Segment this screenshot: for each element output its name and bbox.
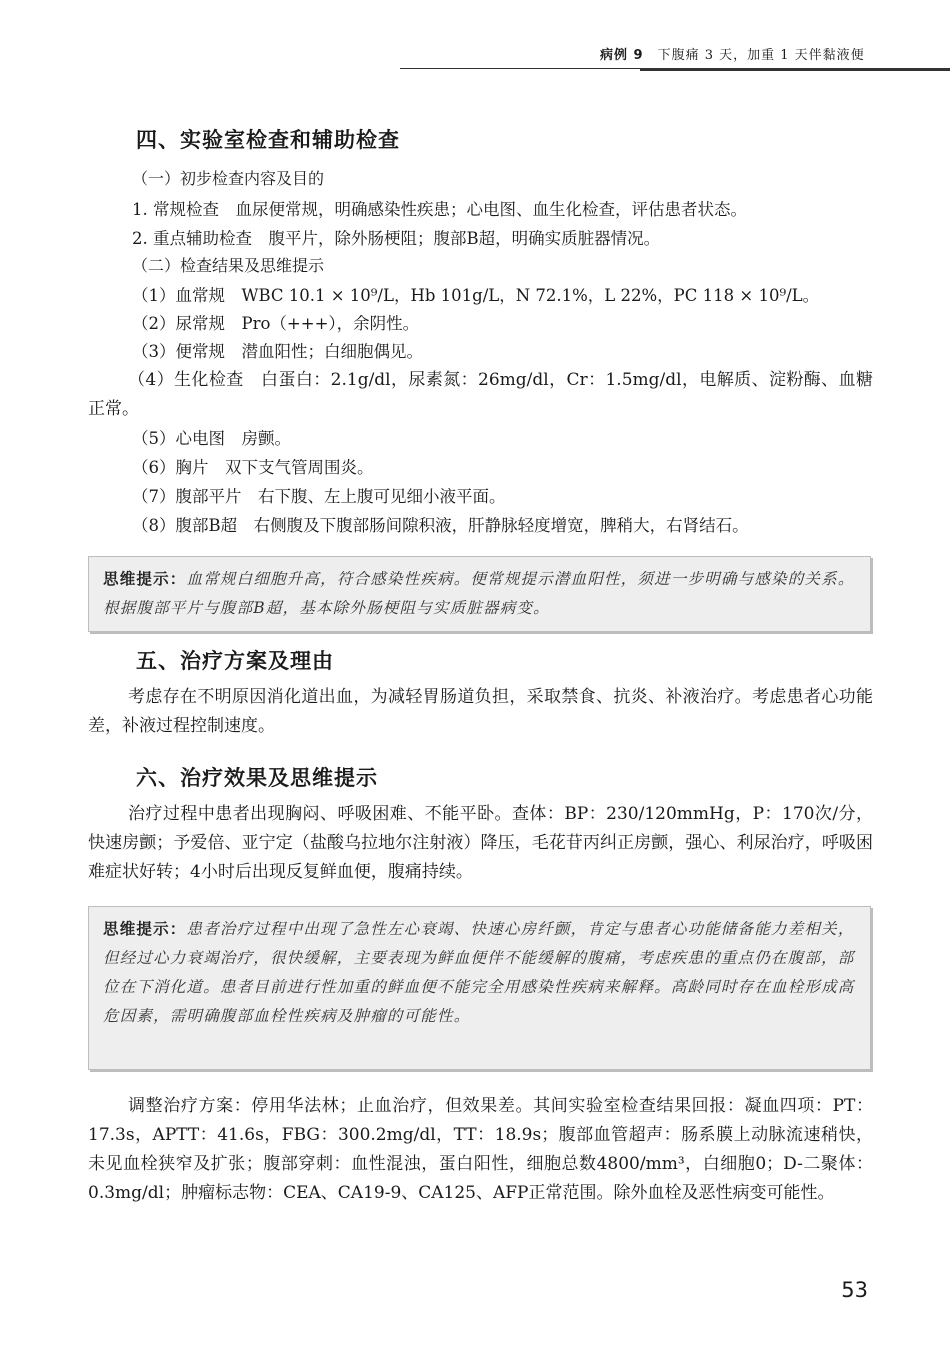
section4-line1: 1. 常规检查 血尿便常规，明确感染性疾患；心电图、血生化检查，评估患者状态。 — [132, 200, 747, 219]
result-2: （2）尿常规 Pro（+++），余阴性。 — [132, 314, 420, 333]
section4-sub2: （二）检查结果及思维提示 — [132, 256, 325, 275]
header-title: 下腹痛 3 天，加重 1 天伴黏液便 — [657, 48, 865, 63]
section6-paragraph: 治疗过程中患者出现胸闷、呼吸困难、不能平卧。查体：BP：230/120mmHg，P：170次/分，快速房颤；予爱倍、亚宁定（盐酸乌拉地尔注射液）降压，毛花苷丙纠正房颤，强心、利尿治疗，呼吸困难症状好转；4小时后出现反复鲜血便，腹痛持续。 — [88, 804, 873, 882]
header-rule-thick — [640, 68, 950, 71]
result-4: （4）生化检查 白蛋白：2.1g/dl，尿素氮：26mg/dl，Cr：1.5mg/dl，电解质、淀粉酶、血糖正常。 — [88, 370, 873, 419]
result-6: （6）胸片 双下支气管周围炎。 — [132, 458, 374, 477]
section5-heading: 五、治疗方案及理由 — [136, 649, 334, 673]
section4-sub1: （一）初步检查内容及目的 — [132, 169, 325, 188]
result-3: （3）便常规 潜血阳性；白细胞偶见。 — [132, 342, 423, 361]
tip-text: 血常规白细胞升高，符合感染性疾病。便常规提示潜血阳性，须进一步明确与感染的关系。根据腹部平片与腹部B超，基本除外肠梗阻与实质脏器病变。 — [103, 570, 855, 617]
result-5: （5）心电图 房颤。 — [132, 429, 291, 448]
tip-label: 思维提示： — [103, 920, 187, 938]
thinking-tip-box-2 — [88, 906, 871, 1070]
section6-heading: 六、治疗效果及思维提示 — [136, 766, 378, 790]
result-7: （7）腹部平片 右下腹、左上腹可见细小液平面。 — [132, 487, 506, 506]
page-number: 53 — [841, 1278, 868, 1302]
adjust-treatment-paragraph: 调整治疗方案：停用华法林；止血治疗，但效果差。其间实验室检查结果回报：凝血四项：PT：17.3s，APTT：41.6s，FBG：300.2mg/dl，TT：18.9s；腹部血管超声：肠系膜上动脉流速稍快，未见血栓狭窄及扩张；腹部穿刺：血性混浊，蛋白阳性，细胞总数4800/mm³，白细胞0；D-二聚体：0.3mg/dl；肿瘤标志物：CEA、CA19-9、CA125、AFP正常范围。除外血栓及恶性病变可能性。 — [88, 1096, 873, 1203]
running-header — [600, 44, 938, 63]
result-1: （1）血常规 WBC 10.1 × 10⁹/L，Hb 101g/L，N 72.1%，L 22%，PC 118 × 10⁹/L。 — [132, 286, 820, 305]
thinking-tip-box-1 — [88, 556, 871, 632]
section5-paragraph: 考虑存在不明原因消化道出血，为减轻胃肠道负担，采取禁食、抗炎、补液治疗。考虑患者心功能差，补液过程控制速度。 — [88, 687, 873, 736]
tip-text: 患者治疗过程中出现了急性左心衰竭、快速心房纤颤，肯定与患者心功能储备能力差相关，但经过心力衰竭治疗，很快缓解，主要表现为鲜血便伴不能缓解的腹痛，考虑疾患的重点仍在腹部，部位在下消化道。患者目前进行性加重的鲜血便不能完全用感染性疾病来解释。高龄同时存在血栓形成高危因素，需明确腹部血栓性疾病及肿瘤的可能性。 — [103, 920, 855, 1025]
tip-label: 思维提示： — [103, 570, 187, 588]
case-label: 病例 9 — [600, 48, 644, 63]
result-8: （8）腹部B超 右侧腹及下腹部肠间隙积液，肝静脉轻度增宽，脾稍大，右肾结石。 — [132, 516, 749, 535]
section4-line2: 2. 重点辅助检查 腹平片，除外肠梗阻；腹部B超，明确实质脏器情况。 — [132, 229, 661, 248]
section4-heading: 四、实验室检查和辅助检查 — [136, 128, 400, 152]
